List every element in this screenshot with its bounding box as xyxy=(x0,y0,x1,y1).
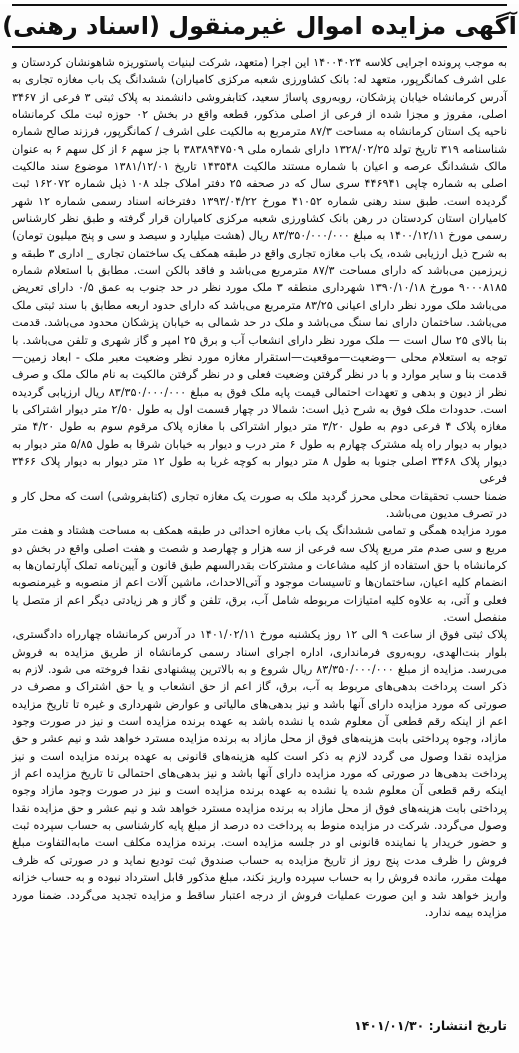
publication-date-label: تاریخ انتشار: xyxy=(428,1018,507,1033)
paragraph-occupancy: ضمنا حسب تحقیقات محلی محرز گردید ملک به صورت یک مغازه تجاری (کتابفروشی) است که محل کار و در تصرف مدیون می‌باشد. xyxy=(12,489,507,520)
title-banner xyxy=(2,4,517,48)
notice-body xyxy=(12,54,507,921)
paragraph-case-details: به موجب پرونده اجرایی کلاسه ۱۴۰۰۴۰۲۴ این اجرا (متعهد، شرکت لبنیات پاستوریزه شاهونشان کردستان و علی اشرف کمانگرپور، متعهد له: بانک کشاورزی شعبه مرکزی کامیاران) ششدانگ یک باب مغازه تجاری به آدرس کرمانشاه خیابان پزشکان، روبه‌روی پاساژ سعید، کتابفروشی دانشمند به پلاک ثبتی ۳ فرعی از ۳۴۶۷ اصلی، مفروز و مجزا شده از فرعی از اصلی مذکور، قطعه واقع در بخش ۰۲ حوزه ثبت ملک کرمانشاه ناحیه یک استان کرمانشاه به مساحت ۸۷/۳ مترمربع به مالکیت علی اشرف / کمانگرپور، فرزند صالح شماره شناسنامه ۳۱۹ تاریخ تولد ۱۳۲۸/۰۲/۲۵ دارای شماره ملی ۳۸۳۸۹۴۷۵۰۹ با جز سهم ۶ از کل سهم ۶ به عنوان مالک ششدانگ عرصه و اعیان با شماره مستند مالکیت ۱۴۳۵۴۸ تاریخ ۱۳۸۱/۱۲/۰۱ موضوع سند مالکیت اصلی به شماره چاپی ۴۴۶۹۴۱ سری سال که در صحفه ۲۵ دفتر املاک جلد ۱۰۸ ذیل شماره ۱۶۲۰۷۲ ثبت گردیده است. طبق سند رهنی شماره ۴۱۰۵۲ مورخ ۱۳۹۳/۰۴/۲۲ دفترخانه اسناد رسمی شماره ۱۲ شهر کامیاران استان کردستان در رهن بانک کشاورزی شعبه مرکزی کامیاران قرار گرفته و طبق نظر کارشناس رسمی مورخ ۱۴۰۰/۱۲/۱۱ به مبلغ ۸۳/۳۵۰/۰۰۰/۰۰۰ ریال (هشت میلیارد و سیصد و سی و پنج میلیون تومان) به شرح ذیل ارزیابی شده، یک باب مغازه تجاری واقع در طبقه همکف یک ساختمان تجاری _ اداری ۳ طبقه و زیرزمین می‌باشد که دارای مساحت ۸۷/۳ مترمربع می‌باشد و فاقد بالکن است. مطابق با استعلام شماره ۹۰۰۰۸۱۸۵ مورخ ۱۳۹۰/۱۰/۱۸ شهرداری منطقه ۳ ملک مورد نظر در حد جنوب به عمق ۰/۵ دارای تعریض می‌باشد ملک مورد نظر دارای اعیانی ۸۳/۲۵ مترمربع می‌باشد که دارای حدود اربعه مطابق با سند ثبتی ملک می‌باشد. ساختمان دارای نما سنگ می‌باشد و ملک در حد شمالی به خیابان پزشکان محدود می‌باشد. قدمت بنا بالای ۲۵ سال است — ملک مورد نظر دارای انشعاب آب و برق ۲۵ امپر و گاز شهری و تلفن می‌باشد. با توجه به استعلام محلی —وضعیت—موقعیت—استقرار مغازه مورد نظر وضعیت معبر ملک - ابعاد زمین—قدمت بنا و سایر موارد و با در نظر گرفتن وضعیت فعلی و در نظر گرفتن مالکیت به نام مالک ملک و صرف نظر از دیون و بدهی و تعهدات احتمالی قیمت پایه ملک فوق به مبلغ ۸۳/۳۵۰/۰۰۰/۰۰۰ ریال ارزیابی گردیده است. حدودات ملک فوق به شرح ذیل است: شمالا در چهار قسمت اول به طول ۲/۵۰ متر دیوار اشتراکی با مغازه پلاک ۴ فرعی دوم به طول ۳/۲۰ متر دیوار اشتراکی با مغازه پلاک مرقوم سوم به طول ۴/۲۰ متر دیوار به دیوار راه پله مشترک چهارم به طول ۶ متر درب و دیوار به خیابان شرقا به طول ۵/۸۵ متر دیوار به دیوار پلاک ۳۴۶۸ اصلی جنوبا به طول ۸ متر دیوار به کوچه غربا به طول ۱۲ متر دیوار به دیوار پلاک ۳۴۶۶ فرعی xyxy=(12,56,508,486)
publication-date-line xyxy=(354,1018,507,1033)
paragraph-auction-terms: پلاک ثبتی فوق از ساعت ۹ الی ۱۲ روز یکشنبه مورخ ۱۴۰۱/۰۲/۱۱ در آدرس کرمانشاه چهارراه دادگستری، بلوار بنت‌الهدی، روبه‌روی فرمانداری، اداره اجرای اسناد رسمی کرمانشاه از طریق مزایده به فروش می‌رسد. مزایده از مبلغ ۸۳/۳۵۰/۰۰۰/۰۰۰ ریال شروع و به بالاترین پیشنهادی نقدا فروخته می شود. لازم به ذکر است پرداخت بدهی‌های مربوط به آب، برق، گاز اعم از حق انشعاب و یا حق اشتراک و مصرف در صورتی که مورد مزایده دارای آنها باشد و نیز بدهی‌های مالیاتی و عوارض شهرداری و غیره تا تاریخ مزایده اعم از اینکه رقم قطعی آن معلوم شده یا نشده باشد به عهده برنده مزایده است و نیز در صورت وجود مازاد، وجوه پرداختی بابت هزینه‌های فوق از محل مازاد به برنده مزایده مسترد خواهد شد و نیم عشر و حق مزایده نقدا وصول می گردد لازم به ذکر است کلیه هزینه‌های قانونی به عهده برنده مزایده است و نیز پرداخت بدهی‌ها در صورتی که مورد مزایده دارای آنها باشد و نیز بدهی‌های احتمالی تا تاریخ مزایده اعم از اینکه رقم قطعی آن معلوم شده یا نشده به عهده برنده مزایده است و نیز در صورت وجود مازاد وجوه پرداختی بابت هزینه‌های فوق از محل مازاد به برنده مزایده مسترد خواهد شد و نیم عشر و حق مزایده نقدا وصول می‌گردد. شرکت در مزایده منوط به پرداخت ده درصد از مبلغ پایه کارشناسی به حساب سپرده ثبت و حضور خریدار یا نماینده قانونی او در جلسه مزایده است. برنده مزایده مکلف است مابه‌التفاوت مبلغ فروش را ظرف مدت پنج روز از تاریخ مزایده به حساب صندوق ثبت تودیع نماید و در صورتی که ظرف مهلت مقرر، مانده فروش را به حساب سپرده واریز نکند، مبلغ مذکور قابل استرداد نبوده و به حساب خزانه واریز خواهد شد و این صورت عملیات فروش از درجه اعتبار ساقط و مزایده تجدید می‌گردد. ضمنا مورد مزایده بیمه ندارد. xyxy=(12,628,507,919)
notice-page xyxy=(0,4,519,1053)
notice-title: آگهی مزایده اموال غیرمنقول (اسناد رهنی) xyxy=(2,12,517,40)
paragraph-auction-subject: مورد مزایده همگی و تمامی ششدانگ یک باب مغازه احداثی در طبقه همکف به مساحت هشتاد و هفت متر مربع و سی صدم متر مربع پلاک سه فرعی از سه هزار و چهارصد و شصت و هفت اصلی واقع در بخش دو کرمانشاه با حق استفاده از کلیه مشاعات و مشترکات بقدرالسهم طبق قانون و آیین‌نامه تملک آپارتمان‌ها به انضمام کلیه اعیان، ساختمان‌ها و تاسیسات موجود و آتی‌الاحداث، ماشین آلات اعم از منصوبه و غیرمنصوبه فعلی و آتی، به علاوه کلیه امتیازات مربوطه شامل آب، برق، تلفن و گاز و هر زیادتی دیگر اعم از متصل یا منفصل است. xyxy=(12,524,507,624)
publication-date-value: ۱۴۰۱/۰۱/۳۰ xyxy=(354,1018,425,1033)
